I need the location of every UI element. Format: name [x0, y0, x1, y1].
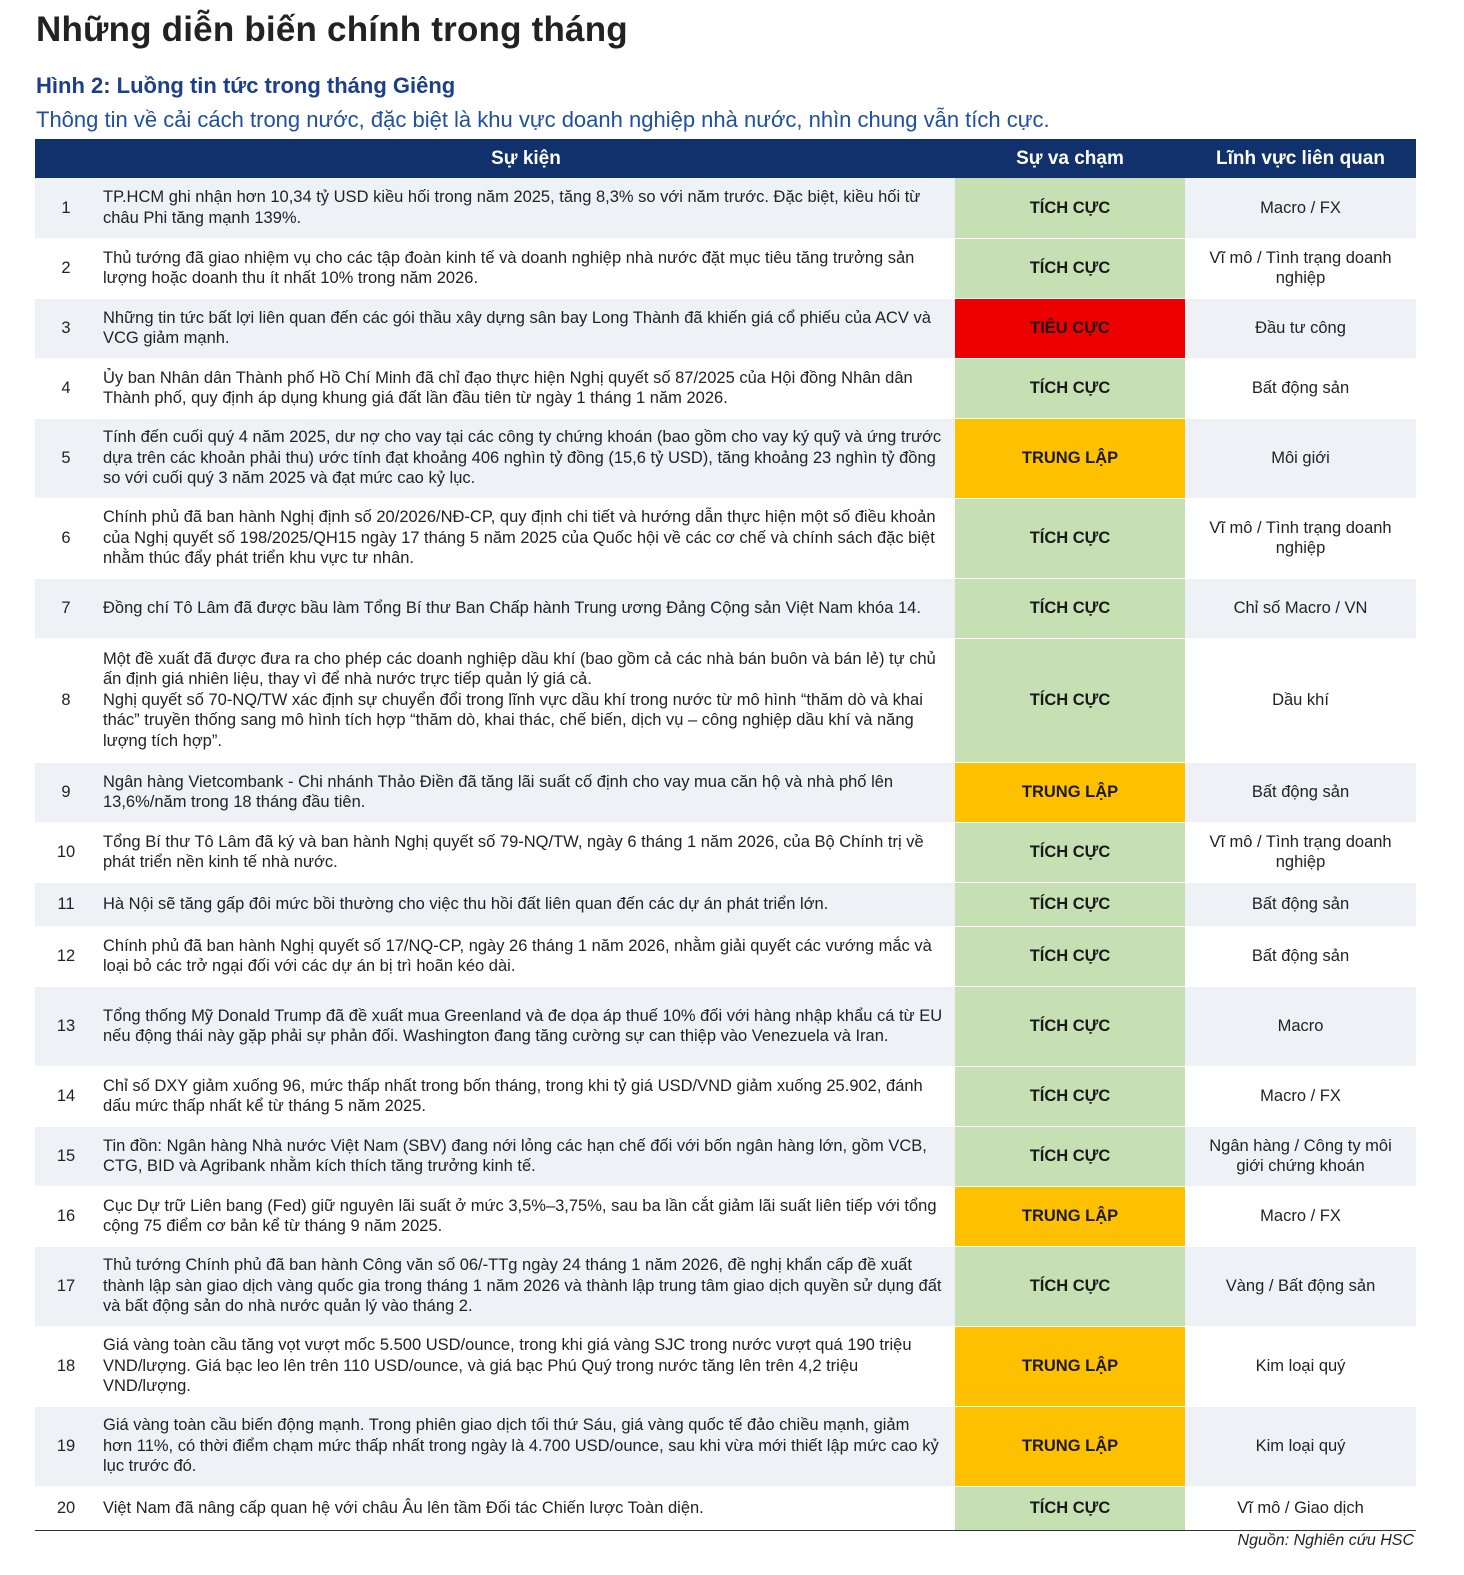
event-description: Tính đến cuối quý 4 năm 2025, dư nợ cho vay tại các công ty chứng khoán (bao gồm cho vay ký quỹ và ứng trước dựa trên các khoản phải thu) ước tính đạt khoảng 406 nghìn tỷ đồng (15,6 tỷ USD), tăng khoảng 23 nghìn tỷ đồng so với cuối quý 3 năm 2025 và đạt mức cao kỷ lục. [97, 418, 955, 498]
table-row [35, 1066, 1416, 1126]
event-description: Hà Nội sẽ tăng gấp đôi mức bồi thường cho việc thu hồi đất liên quan đến các dự án phát triển lớn. [97, 882, 955, 926]
table-body [35, 178, 1416, 1530]
event-description: Việt Nam đã nâng cấp quan hệ với châu Âu lên tầm Đối tác Chiến lược Toàn diện. [97, 1486, 955, 1530]
event-description: Chính phủ đã ban hành Nghị định số 20/2026/NĐ-CP, quy định chi tiết và hướng dẫn thực hiện một số điều khoản của Nghị quyết số 198/2025/QH15 ngày 17 tháng 5 năm 2025 của Quốc hội về các cơ chế và chính sách đặc biệt nhằm thúc đẩy phát triển khu vực tư nhân. [97, 498, 955, 578]
table-row [35, 1326, 1416, 1406]
table-row [35, 298, 1416, 358]
table-row [35, 498, 1416, 578]
impact-badge: TRUNG LẬP [955, 1186, 1185, 1246]
table-row [35, 238, 1416, 298]
impact-badge: TRUNG LẬP [955, 762, 1185, 822]
related-sector: Môi giới [1185, 418, 1416, 498]
news-table [35, 139, 1416, 1531]
related-sector: Macro / FX [1185, 1186, 1416, 1246]
event-description: Ủy ban Nhân dân Thành phố Hồ Chí Minh đã chỉ đạo thực hiện Nghị quyết số 87/2025 của Hội đồng Nhân dân Thành phố, quy định áp dụng khung giá đất lần đầu tiên từ ngày 1 tháng 1 năm 2026. [97, 358, 955, 418]
figure-subtitle: Thông tin về cải cách trong nước, đặc biệt là khu vực doanh nghiệp nhà nước, nhìn chung vẫn tích cực. [36, 107, 1050, 132]
row-number: 18 [35, 1326, 97, 1406]
table-row [35, 762, 1416, 822]
table-row [35, 1126, 1416, 1186]
row-number: 3 [35, 298, 97, 358]
related-sector: Đầu tư công [1185, 298, 1416, 358]
table-row [35, 638, 1416, 762]
related-sector: Vĩ mô / Giao dịch [1185, 1486, 1416, 1530]
related-sector: Vàng / Bất động sản [1185, 1246, 1416, 1326]
impact-badge: TIÊU CỰC [955, 298, 1185, 358]
row-number: 14 [35, 1066, 97, 1126]
related-sector: Vĩ mô / Tình trạng doanh nghiệp [1185, 822, 1416, 882]
row-number: 1 [35, 178, 97, 238]
header-event: Sự kiện [97, 139, 955, 178]
table-row [35, 178, 1416, 238]
event-description: Giá vàng toàn cầu biến động mạnh. Trong phiên giao dịch tối thứ Sáu, giá vàng quốc tế đảo chiều mạnh, giảm hơn 11%, có thời điểm chạm mức thấp nhất trong ngày là 4.700 USD/ounce, sau khi vừa mới thiết lập mức cao kỷ lục trước đó. [97, 1406, 955, 1486]
event-description: Ngân hàng Vietcombank - Chi nhánh Thảo Điền đã tăng lãi suất cố định cho vay mua căn hộ và nhà phố lên 13,6%/năm trong 18 tháng đầu tiên. [97, 762, 955, 822]
impact-badge: TÍCH CỰC [955, 1126, 1185, 1186]
impact-badge: TRUNG LẬP [955, 1326, 1185, 1406]
row-number: 6 [35, 498, 97, 578]
related-sector: Kim loại quý [1185, 1406, 1416, 1486]
header-number [35, 139, 97, 178]
page-title: Những diễn biến chính trong tháng [36, 10, 628, 49]
event-description: Tổng thống Mỹ Donald Trump đã đề xuất mua Greenland và đe dọa áp thuế 10% đối với hàng nhập khẩu cá từ EU nếu động thái này gặp phải sự phản đối. Washington đang tăng cường sự can thiệp vào Venezuela và Iran. [97, 986, 955, 1066]
table-row [35, 418, 1416, 498]
event-description: Đồng chí Tô Lâm đã được bầu làm Tổng Bí thư Ban Chấp hành Trung ương Đảng Cộng sản Việt Nam khóa 14. [97, 578, 955, 638]
row-number: 2 [35, 238, 97, 298]
impact-badge: TÍCH CỰC [955, 822, 1185, 882]
row-number: 17 [35, 1246, 97, 1326]
figure-title: Hình 2: Luồng tin tức trong tháng Giêng [36, 73, 456, 98]
impact-badge: TÍCH CỰC [955, 926, 1185, 986]
impact-badge: TÍCH CỰC [955, 1486, 1185, 1530]
event-description: Những tin tức bất lợi liên quan đến các gói thầu xây dựng sân bay Long Thành đã khiến giá cổ phiếu của ACV và VCG giảm mạnh. [97, 298, 955, 358]
table-row [35, 1406, 1416, 1486]
table-row [35, 926, 1416, 986]
event-description: Chính phủ đã ban hành Nghị quyết số 17/NQ-CP, ngày 26 tháng 1 năm 2026, nhằm giải quyết các vướng mắc và loại bỏ các trở ngại đối với các dự án bị trì hoãn kéo dài. [97, 926, 955, 986]
row-number: 13 [35, 986, 97, 1066]
impact-badge: TÍCH CỰC [955, 178, 1185, 238]
related-sector: Macro / FX [1185, 1066, 1416, 1126]
impact-badge: TÍCH CỰC [955, 498, 1185, 578]
related-sector: Chỉ số Macro / VN [1185, 578, 1416, 638]
table-row [35, 1486, 1416, 1530]
header-impact: Sự va chạm [955, 139, 1185, 178]
related-sector: Bất động sản [1185, 882, 1416, 926]
impact-badge: TÍCH CỰC [955, 1246, 1185, 1326]
impact-badge: TÍCH CỰC [955, 882, 1185, 926]
impact-badge: TRUNG LẬP [955, 418, 1185, 498]
impact-badge: TÍCH CỰC [955, 238, 1185, 298]
event-description: Tổng Bí thư Tô Lâm đã ký và ban hành Nghị quyết số 79-NQ/TW, ngày 6 tháng 1 năm 2026, của Bộ Chính trị về phát triển nền kinh tế nhà nước. [97, 822, 955, 882]
related-sector: Bất động sản [1185, 762, 1416, 822]
table-row [35, 358, 1416, 418]
event-description: Thủ tướng đã giao nhiệm vụ cho các tập đoàn kinh tế và doanh nghiệp nhà nước đặt mục tiêu tăng trưởng sản lượng hoặc doanh thu ít nhất 10% trong năm 2026. [97, 238, 955, 298]
table-row [35, 1186, 1416, 1246]
related-sector: Macro [1185, 986, 1416, 1066]
related-sector: Bất động sản [1185, 926, 1416, 986]
related-sector: Macro / FX [1185, 178, 1416, 238]
row-number: 7 [35, 578, 97, 638]
table-row [35, 822, 1416, 882]
event-description: Giá vàng toàn cầu tăng vọt vượt mốc 5.500 USD/ounce, trong khi giá vàng SJC trong nước vượt quá 190 triệu VND/lượng. Giá bạc leo lên trên 110 USD/ounce, và giá bạc Phú Quý trong nước tăng lên trên 4,2 triệu VND/lượng. [97, 1326, 955, 1406]
related-sector: Dầu khí [1185, 638, 1416, 762]
source-note: Nguồn: Nghiên cứu HSC [1237, 1532, 1414, 1549]
event-description: Thủ tướng Chính phủ đã ban hành Công văn số 06/-TTg ngày 24 tháng 1 năm 2026, đề nghị khẩn cấp đề xuất thành lập sàn giao dịch vàng quốc gia trong tháng 1 năm 2026 và thành lập trung tâm giao dịch quyền sử dụng đất và bất động sản do nhà nước quản lý vào tháng 2. [97, 1246, 955, 1326]
related-sector: Vĩ mô / Tình trạng doanh nghiệp [1185, 498, 1416, 578]
table-header-row [35, 139, 1416, 178]
row-number: 19 [35, 1406, 97, 1486]
event-description: TP.HCM ghi nhận hơn 10,34 tỷ USD kiều hối trong năm 2025, tăng 8,3% so với năm trước. Đặc biệt, kiều hối từ châu Phi tăng mạnh 139%. [97, 178, 955, 238]
row-number: 12 [35, 926, 97, 986]
related-sector: Vĩ mô / Tình trạng doanh nghiệp [1185, 238, 1416, 298]
table-row [35, 578, 1416, 638]
row-number: 9 [35, 762, 97, 822]
table-row [35, 986, 1416, 1066]
event-description: Tin đồn: Ngân hàng Nhà nước Việt Nam (SBV) đang nới lỏng các hạn chế đối với bốn ngân hàng lớn, gồm VCB, CTG, BID và Agribank nhằm kích thích tăng trưởng kinh tế. [97, 1126, 955, 1186]
event-description: Cục Dự trữ Liên bang (Fed) giữ nguyên lãi suất ở mức 3,5%–3,75%, sau ba lần cắt giảm lãi suất liên tiếp với tổng cộng 75 điểm cơ bản kể từ tháng 9 năm 2025. [97, 1186, 955, 1246]
header-sector: Lĩnh vực liên quan [1185, 139, 1416, 178]
impact-badge: TÍCH CỰC [955, 578, 1185, 638]
event-description: Một đề xuất đã được đưa ra cho phép các doanh nghiệp dầu khí (bao gồm cả các nhà bán buôn và bán lẻ) tự chủ ấn định giá nhiên liệu, thay vì để nhà nước trực tiếp quản lý giá cả. Nghị quyết số 70-NQ/TW xác định sự chuyển đổi trong lĩnh vực dầu khí trong nước từ mô hình “thăm dò và khai thác” truyền thống sang mô hình tích hợp “thăm dò, khai thác, chế biến, dịch vụ – công nghiệp dầu khí và năng lượng tích hợp”. [97, 638, 955, 762]
event-description: Chỉ số DXY giảm xuống 96, mức thấp nhất trong bốn tháng, trong khi tỷ giá USD/VND giảm xuống 25.902, đánh dấu mức thấp nhất kể từ tháng 5 năm 2025. [97, 1066, 955, 1126]
related-sector: Bất động sản [1185, 358, 1416, 418]
row-number: 16 [35, 1186, 97, 1246]
impact-badge: TÍCH CỰC [955, 638, 1185, 762]
row-number: 5 [35, 418, 97, 498]
table-row [35, 882, 1416, 926]
impact-badge: TRUNG LẬP [955, 1406, 1185, 1486]
row-number: 15 [35, 1126, 97, 1186]
row-number: 4 [35, 358, 97, 418]
impact-badge: TÍCH CỰC [955, 986, 1185, 1066]
row-number: 10 [35, 822, 97, 882]
row-number: 11 [35, 882, 97, 926]
related-sector: Kim loại quý [1185, 1326, 1416, 1406]
related-sector: Ngân hàng / Công ty môi giới chứng khoán [1185, 1126, 1416, 1186]
impact-badge: TÍCH CỰC [955, 1066, 1185, 1126]
row-number: 8 [35, 638, 97, 762]
row-number: 20 [35, 1486, 97, 1530]
impact-badge: TÍCH CỰC [955, 358, 1185, 418]
table-row [35, 1246, 1416, 1326]
